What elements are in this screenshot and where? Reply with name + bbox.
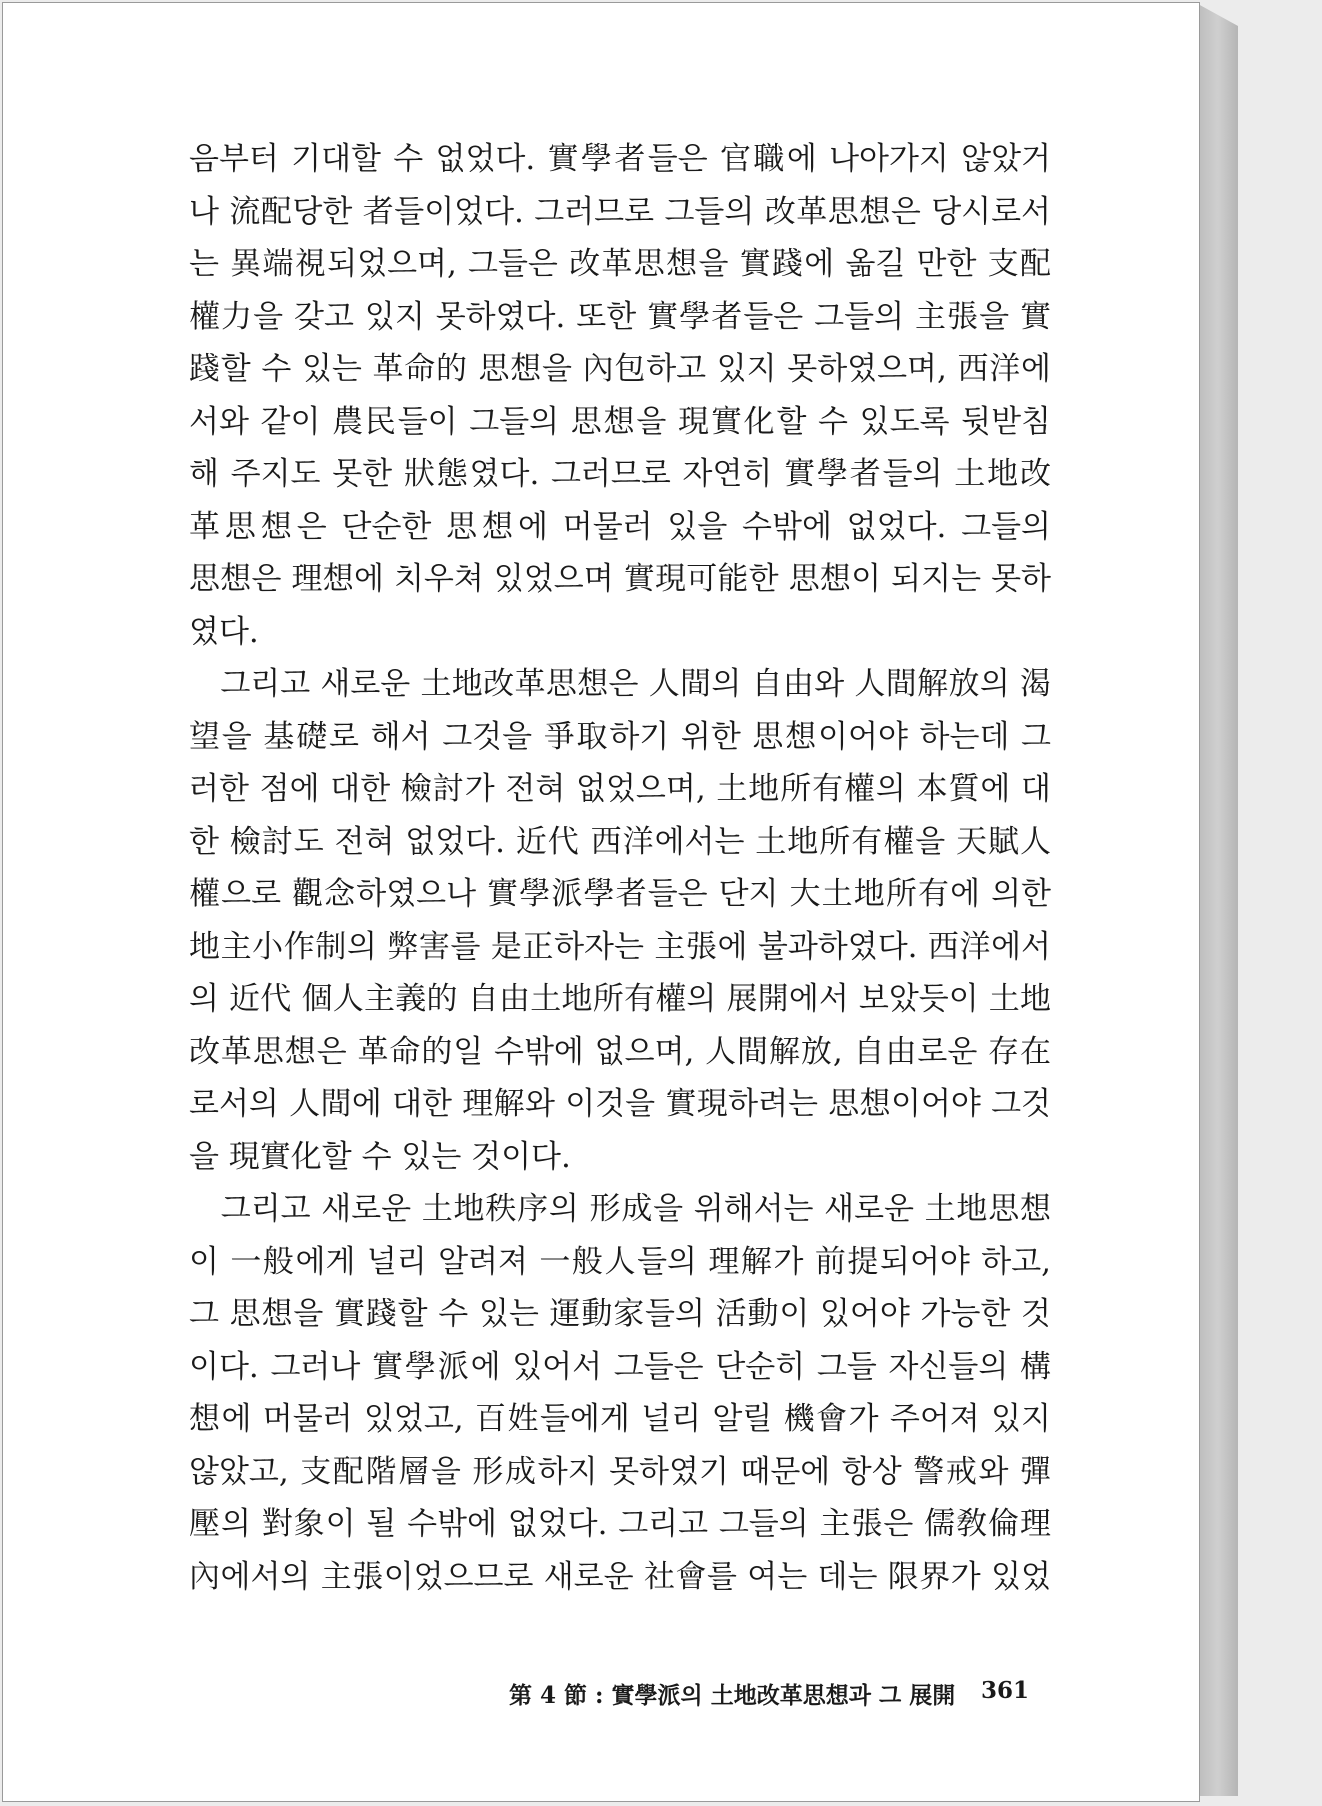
- page-edge: [1198, 4, 1238, 1796]
- text-line: 의 近代 個人主義的 自由土地所有權의 展開에서 보았듯이 土地: [189, 981, 1051, 1017]
- text-line: 權力을 갖고 있지 못하였다. 또한 實學者들은 그들의 主張을 實: [189, 298, 1051, 335]
- text-line: 革思想은 단순한 思想에 머물러 있을 수밖에 없었다. 그들의: [189, 508, 1051, 545]
- book-page: [2, 2, 1200, 1802]
- body-text: [189, 133, 1051, 1603]
- text-line: 그리고 새로운 土地秩序의 形成을 위해서는 새로운 土地思想: [189, 1191, 1051, 1227]
- text-line: 음부터 기대할 수 없었다. 實學者들은 官職에 나아가지 않았거: [189, 141, 1051, 177]
- section-title: 第 4 節 : 實學派의 土地改革思想과 그 展開: [509, 1682, 956, 1709]
- text-line: 改革思想은 革命的일 수밖에 없으며, 人間解放, 自由로운 存在: [189, 1033, 1051, 1070]
- text-line: 그 思想을 實踐할 수 있는 運動家들의 活動이 있어야 가능한 것: [189, 1296, 1051, 1332]
- running-footer: [509, 1677, 1029, 1713]
- text-line: 을 現實化할 수 있는 것이다.: [189, 1138, 571, 1175]
- text-line: 러한 점에 대한 檢討가 전혀 없었으며, 土地所有權의 本質에 대: [189, 771, 1051, 807]
- text-line: 로서의 人間에 대한 理解와 이것을 實現하려는 思想이어야 그것: [189, 1086, 1051, 1122]
- text-line: 그리고 새로운 土地改革思想은 人間의 自由와 人間解放의 渴: [189, 666, 1051, 702]
- page-number: 361: [980, 1677, 1029, 1704]
- text-line: 이다. 그러나 實學派에 있어서 그들은 단순히 그들 자신들의 構: [189, 1348, 1051, 1385]
- text-line: 해 주지도 못한 狀態였다. 그러므로 자연히 實學者들의 土地改: [189, 456, 1051, 492]
- text-line: 內에서의 主張이었으므로 새로운 社會를 여는 데는 限界가 있었: [189, 1558, 1051, 1595]
- text-line: 나 流配당한 者들이었다. 그러므로 그들의 改革思想은 당시로서: [189, 193, 1051, 230]
- text-line: 이 一般에게 널리 알려져 一般人들의 理解가 前提되어야 하고,: [189, 1243, 1051, 1280]
- text-line: 踐할 수 있는 革命的 思想을 內包하고 있지 못하였으며, 西洋에: [189, 351, 1051, 387]
- text-line: 權으로 觀念하였으나 實學派學者들은 단지 大土地所有에 의한: [189, 876, 1051, 912]
- text-line: 서와 같이 農民들이 그들의 思想을 現實化할 수 있도록 뒷받침: [189, 403, 1051, 440]
- text-line: 思想은 理想에 치우쳐 있었으며 實現可能한 思想이 되지는 못하: [189, 561, 1051, 597]
- text-line: 한 檢討도 전혀 없었다. 近代 西洋에서는 土地所有權을 天賦人: [189, 823, 1051, 860]
- text-line: 地主小作制의 弊害를 是正하자는 主張에 불과하였다. 西洋에서: [189, 928, 1051, 965]
- text-line: 壓의 對象이 될 수밖에 없었다. 그리고 그들의 主張은 儒敎倫理: [189, 1506, 1051, 1542]
- text-line: 望을 基礎로 해서 그것을 爭取하기 위한 思想이어야 하는데 그: [189, 718, 1051, 755]
- text-line: 않았고, 支配階層을 形成하지 못하였기 때문에 항상 警戒와 彈: [189, 1453, 1051, 1490]
- text-line: 였다.: [189, 613, 259, 650]
- text-line: 想에 머물러 있었고, 百姓들에게 널리 알릴 機會가 주어져 있지: [189, 1401, 1051, 1437]
- text-line: 는 異端視되었으며, 그들은 改革思想을 實踐에 옮길 만한 支配: [189, 246, 1051, 282]
